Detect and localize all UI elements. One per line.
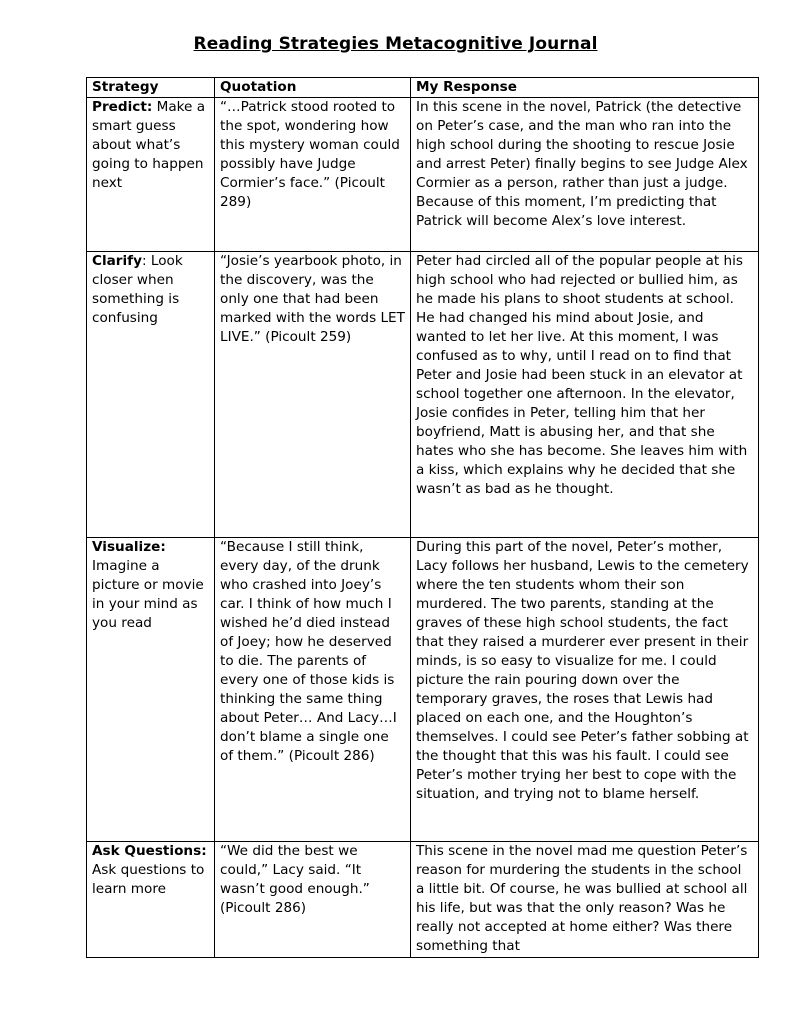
strategy-cell: [87, 98, 215, 252]
table-row: [87, 842, 759, 958]
table-header-row: [87, 78, 759, 98]
quotation-cell: “We did the best we could,” Lacy said. “It wasn’t good enough.” (Picoult 286): [215, 842, 411, 958]
table-row: [87, 538, 759, 842]
page-title: Reading Strategies Metacognitive Journal: [193, 34, 598, 54]
response-cell: Peter had circled all of the popular people at his high school who had rejected or bullied him, as he made his plans to shoot students at school. He had changed his mind about Josie, and wanted to let her live. At this moment, I was confused as to why, until I read on to find that Peter and Josie had been stuck in an elevator at school together one afternoon. In the elevator, Josie confides in Peter, telling him that her boyfriend, Matt is abusing her, and that she hates who she has become. She leaves him with a kiss, which explains why he decided that she wasn’t as bad as he thought.: [411, 252, 759, 538]
strategy-cell: [87, 842, 215, 958]
strategy-description: Imagine a picture or movie in your mind as you read: [92, 558, 204, 631]
header-response: My Response: [411, 78, 759, 98]
quotation-cell: “Josie’s yearbook photo, in the discovery, was the only one that had been marked with the words LET LIVE.” (Picoult 259): [215, 252, 411, 538]
strategy-description: : Look closer when something is confusing: [92, 253, 183, 326]
header-strategy: Strategy: [87, 78, 215, 98]
strategy-cell: [87, 252, 215, 538]
strategy-description: Ask questions to learn more: [92, 862, 205, 897]
response-cell: During this part of the novel, Peter’s mother, Lacy follows her husband, Lewis to the cemetery where the ten students whom their son murdered. The two parents, standing at the graves of these high school students, the fact that they raised a murderer ever present in their minds, is so easy to visualize for me. I could picture the rain pouring down over the temporary graves, the roses that Lewis had placed on each one, and the Houghton’s themselves. I could see Peter’s father sobbing at the thought that this was his fault. I could see Peter’s mother trying her best to cope with the situation, and trying not to blame herself.: [411, 538, 759, 842]
strategy-name: Predict:: [92, 99, 153, 115]
table-row: [87, 252, 759, 538]
strategy-description: Make a smart guess about what’s going to happen next: [92, 99, 206, 191]
strategy-name: Visualize:: [92, 539, 166, 555]
quotation-cell: “…Patrick stood rooted to the spot, wondering how this mystery woman could possibly have Judge Cormier’s face.” (Picoult 289): [215, 98, 411, 252]
response-cell: In this scene in the novel, Patrick (the detective on Peter’s case, and the man who ran into the high school during the shooting to rescue Josie and arrest Peter) finally begins to see Judge Alex Cormier as a person, rather than just a judge. Because of this moment, I’m predicting that Patrick will become Alex’s love interest.: [411, 98, 759, 252]
quotation-cell: “Because I still think, every day, of the drunk who crashed into Joey’s car. I think of how much I wished he’d died instead of Joey; how he deserved to die. The parents of every one of those kids is thinking the same thing about Peter… And Lacy…I don’t blame a single one of them.” (Picoult 286): [215, 538, 411, 842]
strategy-name: Clarify: [92, 253, 142, 269]
response-cell: This scene in the novel mad me question Peter’s reason for murdering the students in the school a little bit. Of course, he was bullied at school all his life, but was that the only reason? Was he really not accepted at home either? Was there something that: [411, 842, 759, 958]
strategy-cell: [87, 538, 215, 842]
header-quotation: Quotation: [215, 78, 411, 98]
journal-table: [86, 77, 759, 958]
strategy-name: Ask Questions:: [92, 843, 207, 859]
table-row: [87, 98, 759, 252]
